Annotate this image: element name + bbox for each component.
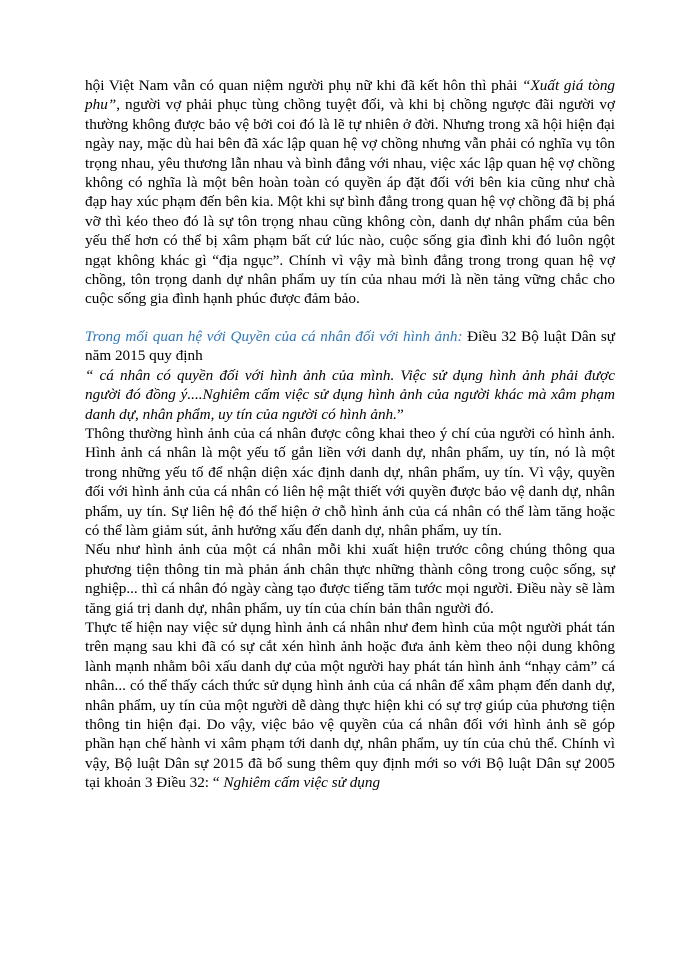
- paragraph-marriage: [85, 76, 615, 309]
- paragraph-text: hội Việt Nam vẫn có quan niệm người phụ nữ khi đã kết hôn thì phải: [85, 77, 523, 94]
- quote-xuat-gia-tong-phu: “Xuất giá tòng phu”: [85, 77, 616, 114]
- quote-close: ”: [396, 405, 404, 423]
- paragraph-text: Điều 32 Bộ luật Dân sự năm 2015 quy định: [85, 327, 616, 365]
- paragraph-spacer: [85, 309, 615, 327]
- section-heading: Trong mối quan hệ với Quyền của cá nhân đối với hình ảnh:: [85, 327, 463, 345]
- paragraph-text: , người vợ phải phục tùng chồng tuyệt đối, và khi bị chồng ngược đãi người vợ thường không được bảo vệ bởi coi đó là lẽ tự nhiên ở đời. Nhưng trong xã hội hiện đại ngày nay, mặc dù hai bên đã xác lập quan hệ vợ chồng nhưng vẫn phải có nghĩa vụ tôn trọng nhau, yêu thương lẫn nhau và bình đẳng với nhau, việc xác lập quan hệ vợ chồng không có nghĩa là một bên hoàn toàn có quyền áp đặt đối với bên kia cũng như chà đạp hay xúc phạm đến bên kia. Một khi sự bình đẳng trong quan hệ vợ chồng đã bị phá vỡ thì kéo theo đó là sự tôn trọng nhau cũng không còn, danh dự nhân phẩm của bên yếu thế hơn có thể bị xâm phạm bất cứ lúc nào, cuộc sống gia đình khi đó luôn ngột ngạt không khác gì “địa ngục”. Chính vì vậy mà bình đẳng trong trong quan hệ vợ chồng, tôn trọng danh dự nhân phẩm uy tín của nhau mới là nền tảng vững chắc cho cuộc sống gia đình hạnh phúc được đảm bảo.: [85, 96, 615, 308]
- paragraph-public-image: Nếu như hình ảnh của một cá nhân mỗi khi xuất hiện trước công chúng thông qua phương tiện thông tin mà phản ánh chân thực những thành công trong cuộc sống, sự nghiệp... thì cá nhân đó ngày càng tạo được tiếng tăm tước mọi người. Điều này sẽ làm tăng giá trị danh dự, nhân phẩm, uy tín của chín bản thân người đó.: [85, 541, 615, 617]
- paragraph-image-rights-heading: [85, 327, 615, 366]
- law-quote-start: Nghiêm cấm việc sử dụng: [223, 774, 381, 792]
- paragraph-current-practice: [85, 618, 615, 793]
- paragraph-text: Thực tế hiện nay việc sử dụng hình ảnh cá nhân như đem hình của một người phát tán trên mạng sau khi đã có sự cắt xén hình ảnh hoặc đưa ảnh kèm theo nội dung không lành mạnh nhằm bôi xấu danh dự của một người hay phát tán hình ảnh “nhạy cảm” cá nhân... có thể thấy cách thức sử dụng hình ảnh của cá nhân để xâm phạm đến danh dự, nhân phẩm, uy tín của một người dễ dàng thực hiện khi có sự trợ giúp của phương tiện thông tin hiện đại. Do vậy, việc bảo vệ quyền của cá nhân đối với hình ảnh sẽ góp phần hạn chế hành vi xâm phạm tới danh dự, nhân phẩm, uy tín của chủ thể. Chính vì vậy, Bộ luật Dân sự 2015 đã bổ sung thêm quy định mới so với Bộ luật Dân sự 2005 tại khoản 3 Điều 32: “: [85, 618, 615, 792]
- paragraph-image-identity: Thông thường hình ảnh của cá nhân được công khai theo ý chí của người có hình ảnh. Hình ảnh cá nhân là một yếu tố gắn liền với danh dự, nhân phẩm, uy tín, nó là một trong những yếu tố để nhận diện xác định danh dự, nhân phẩm, uy tín. Vì vậy, quyền đối với hình ảnh của cá nhân có liên hệ mật thiết với quyền được bảo vệ danh dự, nhân phẩm, uy tín. Sự liên hệ đó thể hiện ở chỗ hình ảnh của cá nhân có thể làm tăng hoặc có thể làm giảm sút, ảnh hưởng xấu đến danh dự, nhân phẩm, uy tín.: [85, 424, 615, 539]
- paragraph-law-quote: [85, 366, 615, 424]
- law-quote: “ cá nhân có quyền đối với hình ảnh của mình. Việc sử dụng hình ảnh phải được người đó đồng ý....Nghiêm cấm việc sử dụng hình ảnh của người khác mà xâm phạm danh dự, nhân phẩm, uy tín của người có hình ảnh.: [85, 366, 615, 423]
